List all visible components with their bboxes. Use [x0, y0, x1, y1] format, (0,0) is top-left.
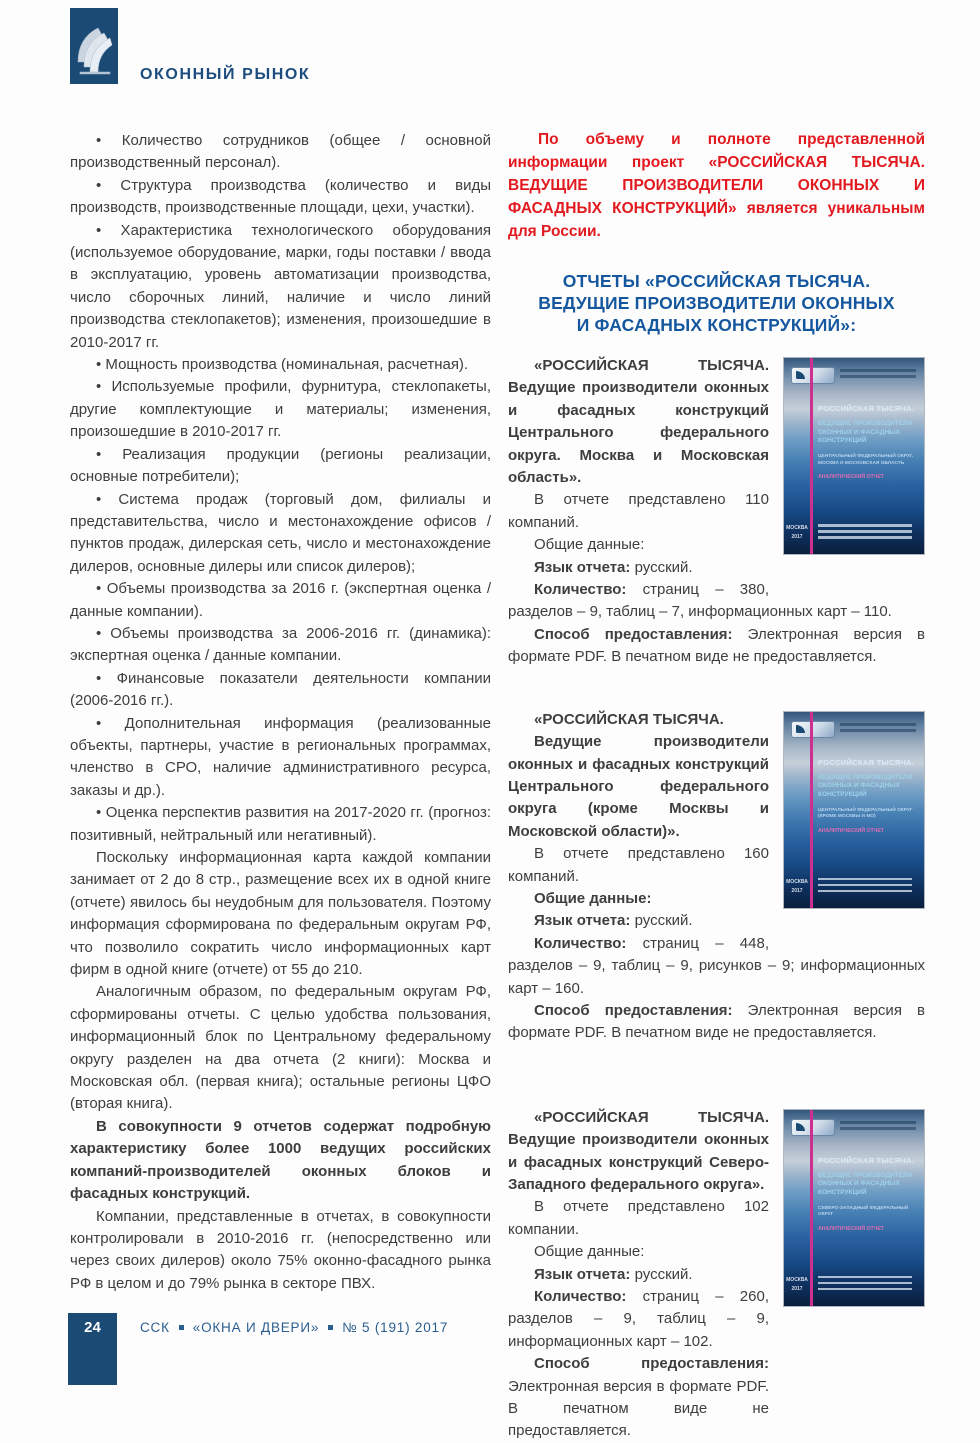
report-general-label: Общие данные: [534, 889, 652, 907]
report-title: Ведущие производители оконных и фасадных конструкций Центрального федерального округа (кроме Москвы и Московской области)». [508, 733, 769, 840]
report-intro: В отчете представлено 110 компаний. [508, 491, 769, 531]
footer-imprint [140, 1320, 448, 1335]
report-delivery: Способ предоставления: Электронная версия в формате PDF. В печатном виде не предоставляется. [508, 625, 926, 666]
report-delivery: Способ предоставления: Электронная версия в формате PDF. В печатном виде не предоставляется. [508, 1001, 926, 1042]
cover-city-year: МОСКВА 2017 [786, 525, 808, 540]
report-quantity: Количество: страниц – 260, разделов – 9, таблиц – 9, информационных карт – 102. [508, 1288, 769, 1350]
footer-brand: ССК [140, 1320, 170, 1335]
report-cover [783, 357, 925, 555]
cover-subtitle: ВЕДУЩИЕ ПРОИЗВОДИТЕЛИ ОКОННЫХ И ФАСАДНЫХ КОНСТРУКЦИЙ [818, 773, 913, 798]
left-column [70, 130, 491, 1295]
footer-magazine: «ОКНА И ДВЕРИ» [192, 1320, 320, 1335]
footer-issue: № 5 (191) 2017 [342, 1320, 449, 1335]
cover-stripe [810, 358, 813, 554]
report-title: «РОССИЙСКАЯ ТЫСЯЧА. [534, 710, 724, 728]
report-block [508, 709, 925, 1045]
bullet-item: • Оценка перспектив развития на 2017-2020 гг. (прогноз: позитивный, нейтральный или негативный). [70, 804, 491, 844]
emphasis-paragraph: В совокупности 9 отчетов содержат подробную характеристику более 1000 ведущих российских компаний-производителей оконных блоков и фасадных конструкций. [70, 1117, 491, 1203]
report-title: «РОССИЙСКАЯ ТЫСЯЧА. Ведущие производители оконных и фасадных конструкций Северо-Западного федерального округа». [508, 1108, 769, 1193]
bullet-item: • Дополнительная информация (реализованные объекты, партнеры, участие в региональных программах, членство в СРО, наличие административного ресурса, заказы и др.). [70, 714, 491, 799]
red-highlight-note: По объему и полноте представленной информации проект «РОССИЙСКАЯ ТЫСЯЧА. ВЕДУЩИЕ ПРОИЗВОДИТЕЛИ ОКОННЫХ И ФАСАДНЫХ КОНСТРУКЦИЙ» является уникальным для России. [508, 131, 925, 240]
square-bullet-icon [328, 1325, 333, 1330]
section-heading-line: ОТЧЕТЫ «РОССИЙСКАЯ ТЫСЯЧА. [562, 271, 871, 291]
publisher-text-lines [840, 369, 916, 381]
cover-stripe [810, 1110, 813, 1306]
square-bullet-icon [179, 1325, 184, 1330]
cover-report-type: АНАЛИТИЧЕСКИЙ ОТЧЕТ [818, 1225, 884, 1232]
page-number-box [68, 1313, 117, 1385]
report-language: Язык отчета: русский. [534, 1265, 693, 1283]
report-intro: В отчете представлено 102 компании. [508, 1198, 769, 1238]
report-quantity: Количество: страниц – 380, разделов – 9, таблиц – 7, информационных карт – 110. [508, 581, 892, 621]
report-intro: В отчете представлено 160 компаний. [508, 845, 769, 885]
cover-title: РОССИЙСКАЯ ТЫСЯЧА. [818, 1155, 915, 1165]
cover-subtitle: ВЕДУЩИЕ ПРОИЗВОДИТЕЛИ ОКОННЫХ И ФАСАДНЫХ КОНСТРУКЦИЙ [818, 1171, 913, 1196]
rubric-title: ОКОННЫЙ РЫНОК [140, 66, 311, 83]
report-quantity: Количество: страниц – 448, разделов – 9, таблиц – 9, рисунков – 9; информационных карт – 160. [508, 934, 925, 997]
magazine-logo [70, 8, 118, 84]
publisher-logo-chip [791, 1119, 835, 1136]
section-heading [508, 270, 925, 336]
page-number: 24 [84, 1319, 101, 1336]
bullet-item: • Мощность производства (номинальная, расчетная). [96, 356, 469, 374]
publisher-text-lines [840, 1121, 916, 1133]
report-cover [783, 1109, 925, 1307]
report-block [508, 1107, 925, 1443]
report-cover [783, 711, 925, 909]
publisher-text-lines [840, 723, 916, 735]
right-column [508, 128, 925, 1443]
publisher-logo-chip [791, 721, 835, 738]
cover-city-year: МОСКВА 2017 [786, 1276, 808, 1292]
cover-contact-lines [818, 524, 912, 542]
bullet-item: • Объемы производства за 2016 г. (экспертная оценка / данные компании). [70, 580, 491, 620]
cover-subtitle: ВЕДУЩИЕ ПРОИЗВОДИТЕЛИ ОКОННЫХ И ФАСАДНЫХ КОНСТРУКЦИЙ [818, 420, 913, 444]
cover-title: РОССИЙСКАЯ ТЫСЯЧА. [818, 404, 915, 413]
publisher-logo-chip [791, 367, 835, 384]
body-paragraph: Компании, представленные в отчетах, в совокупности контролировали в 2010-2016 гг. (непосредственно или через своих дилеров) около 75% оконно-фасадного рынка РФ в целом и до 79% рынка в секторе ПВХ. [70, 1207, 491, 1292]
report-block [508, 355, 925, 669]
cover-region: СЕВЕРО-ЗАПАДНЫЙ ФЕДЕРАЛЬНЫЙ ОКРУГ [818, 1205, 909, 1218]
mini-swoosh-icon [796, 725, 805, 733]
bullet-item: • Реализация продукции (регионы реализации, основные потребители); [70, 445, 491, 486]
bullet-item: • Характеристика технологического оборудования (используемое оборудование, марки, годы поставки / ввода в эксплуатацию, уровень автоматизации производства, число сборочных линий, наличие и число линий производства стеклопакетов); изменения, произошедшие в 2010-2017 гг. [70, 221, 491, 351]
cover-title: РОССИЙСКАЯ ТЫСЯЧА. [818, 757, 915, 767]
cover-report-type: АНАЛИТИЧЕСКИЙ ОТЧЕТ [818, 827, 884, 834]
bullet-item: • Структура производства (количество и виды производств, производственные площади, цехи, участки). [70, 176, 491, 217]
bullet-item: • Система продаж (торговый дом, филиалы и представительства, число и местонахождение офисов / пунктов продаж, дилерская сеть, число и местонахождение дилеров, основные дилеры или список дилеров); [70, 490, 491, 575]
report-title: «РОССИЙСКАЯ ТЫСЯЧА. Ведущие производители оконных и фасадных конструкций Центрального федерального округа. Москва и Московская область». [508, 357, 769, 487]
report-general-label: Общие данные: [534, 536, 645, 554]
report-delivery: Способ предоставления: Электронная версия в формате PDF. В печатном виде не предоставляется. [508, 1355, 769, 1440]
cover-stripe [810, 712, 813, 908]
pages-swoosh-icon [76, 16, 112, 78]
bullet-item: • Финансовые показатели деятельности компании (2006-2016 гг.). [70, 669, 491, 710]
report-general-label: Общие данные: [534, 1243, 645, 1261]
body-paragraph: Поскольку информационная карта каждой компании занимает от 2 до 8 стр., размещение всех их в одной книге (отчете) явилось бы неудобным для пользователя. Поэтому информация сформирована по федеральным округам РФ, что позволило сократить число информационных карт фирм в одной книге (отчете) от 55 до 210. [70, 849, 491, 979]
cover-contact-lines [818, 1276, 912, 1294]
cover-region: ЦЕНТРАЛЬНЫЙ ФЕДЕРАЛЬНЫЙ ОКРУГ. МОСКВА И МОСКОВСКАЯ ОБЛАСТЬ [818, 454, 914, 466]
bullet-item: • Объемы производства за 2006-2016 гг. (динамика): экспертная оценка / данные компании. [70, 624, 491, 665]
bullet-item: • Количество сотрудников (общее / основной производственный персонал). [70, 132, 491, 172]
cover-city-year: МОСКВА 2017 [786, 878, 808, 894]
cover-report-type: АНАЛИТИЧЕСКИЙ ОТЧЕТ [818, 474, 884, 480]
mini-swoosh-icon [796, 1123, 805, 1131]
bullet-item: • Используемые профили, фурнитура, стеклопакеты, другие комплектующие и материалы; изменения, произошедшие в 2010-2017 гг. [70, 378, 491, 441]
section-heading-line: ВЕДУЩИЕ ПРОИЗВОДИТЕЛИ ОКОННЫХ [538, 293, 895, 313]
report-language: Язык отчета: русский. [534, 558, 693, 576]
mini-swoosh-icon [796, 371, 805, 379]
body-paragraph: Аналогичным образом, по федеральным округам РФ, сформированы отчеты. С целью удобства пользования, информационный блок по Центральному федеральному округу разделен на два отчета (2 книги): Москва и Московская обл. (первая книга); остальные регионы ЦФО (вторая книга). [70, 983, 491, 1113]
section-heading-line: И ФАСАДНЫХ КОНСТРУКЦИЙ»: [576, 315, 857, 335]
cover-region: ЦЕНТРАЛЬНЫЙ ФЕДЕРАЛЬНЫЙ ОКРУГ (КРОМЕ МОСКВЫ И МО) [818, 807, 913, 820]
cover-contact-lines [818, 878, 912, 896]
report-language: Язык отчета: русский. [534, 912, 693, 930]
